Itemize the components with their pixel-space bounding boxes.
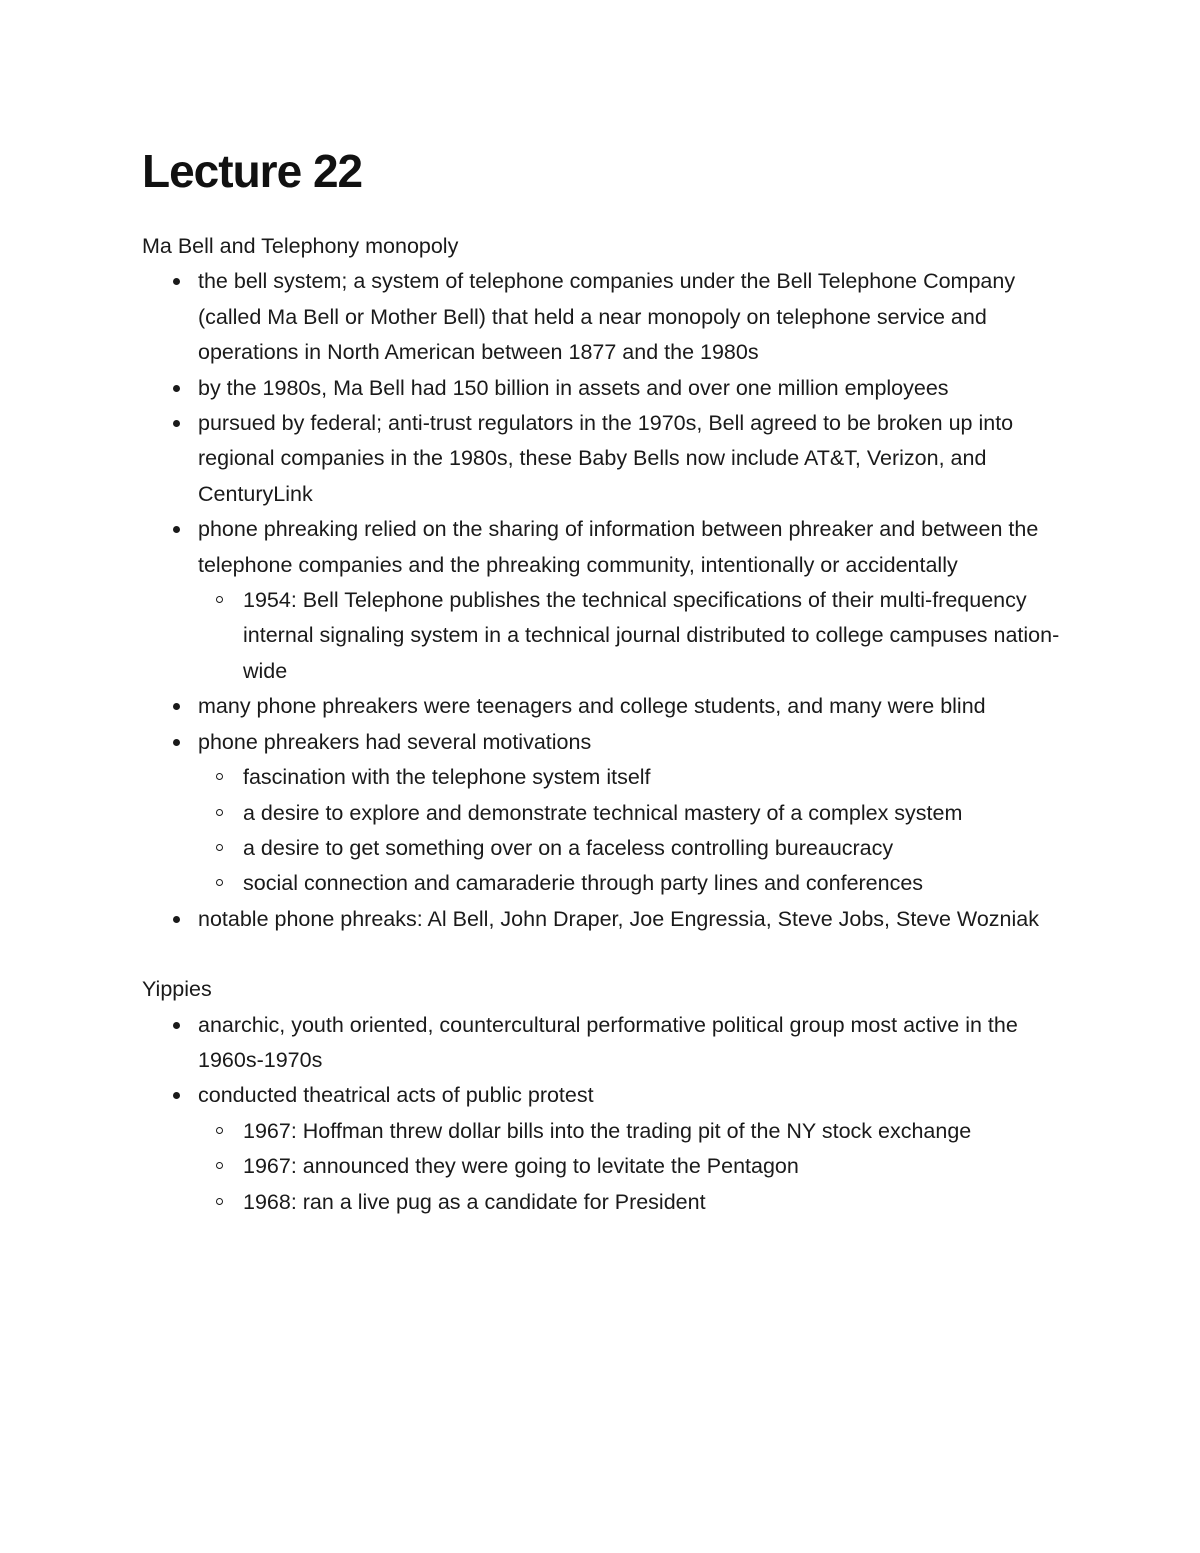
sub-bullet-list: [198, 1114, 1062, 1220]
list-item: the bell system; a system of telephone companies under the Bell Telephone Company (called Ma Bell or Mother Bell) that held a near monopoly on telephone service and operations in North American between 1877 and the 1980s: [142, 264, 1062, 370]
list-item: pursued by federal; anti-trust regulators in the 1970s, Bell agreed to be broken up into regional companies in the 1980s, these Baby Bells now include AT&T, Verizon, and CenturyLink: [142, 406, 1062, 512]
list-item: anarchic, youth oriented, countercultural performative political group most active in the 1960s-1970s: [142, 1008, 1062, 1079]
section-heading: Yippies: [142, 977, 212, 1002]
sub-list-item: social connection and camaraderie through party lines and conferences: [198, 866, 1062, 901]
sub-list-item: a desire to explore and demonstrate technical mastery of a complex system: [198, 796, 1062, 831]
list-item: [142, 1078, 1062, 1220]
list-item-text: phone phreaking relied on the sharing of information between phreaker and between the telephone companies and the phreaking community, intentionally or accidentally: [198, 517, 1039, 577]
list-item-text: conducted theatrical acts of public protest: [198, 1083, 594, 1108]
list-item: many phone phreakers were teenagers and college students, and many were blind: [142, 689, 1062, 724]
list-item: notable phone phreaks: Al Bell, John Draper, Joe Engressia, Steve Jobs, Steve Wozniak: [142, 902, 1062, 937]
list-item: by the 1980s, Ma Bell had 150 billion in assets and over one million employees: [142, 371, 1062, 406]
sub-list-item: 1954: Bell Telephone publishes the technical specifications of their multi-frequency internal signaling system in a technical journal distributed to college campuses nation-wide: [198, 583, 1062, 689]
document-page: [142, 140, 1062, 1220]
sub-bullet-list: [198, 583, 1062, 689]
sub-list-item: 1968: ran a live pug as a candidate for President: [198, 1185, 1062, 1220]
section-heading: Ma Bell and Telephony monopoly: [142, 234, 459, 258]
sub-list-item: a desire to get something over on a faceless controlling bureaucracy: [198, 831, 1062, 866]
list-item: [142, 725, 1062, 902]
list-item-text: phone phreakers had several motivations: [198, 729, 592, 754]
sub-list-item: 1967: announced they were going to levitate the Pentagon: [198, 1149, 1062, 1184]
page-title: Lecture 22: [142, 145, 363, 197]
bullet-list: [142, 1008, 1062, 1220]
sub-list-item: 1967: Hoffman threw dollar bills into the trading pit of the NY stock exchange: [198, 1114, 1062, 1149]
sub-list-item: fascination with the telephone system itself: [198, 760, 1062, 795]
list-item: [142, 512, 1062, 689]
bullet-list: [142, 264, 1062, 937]
sub-bullet-list: [198, 760, 1062, 902]
